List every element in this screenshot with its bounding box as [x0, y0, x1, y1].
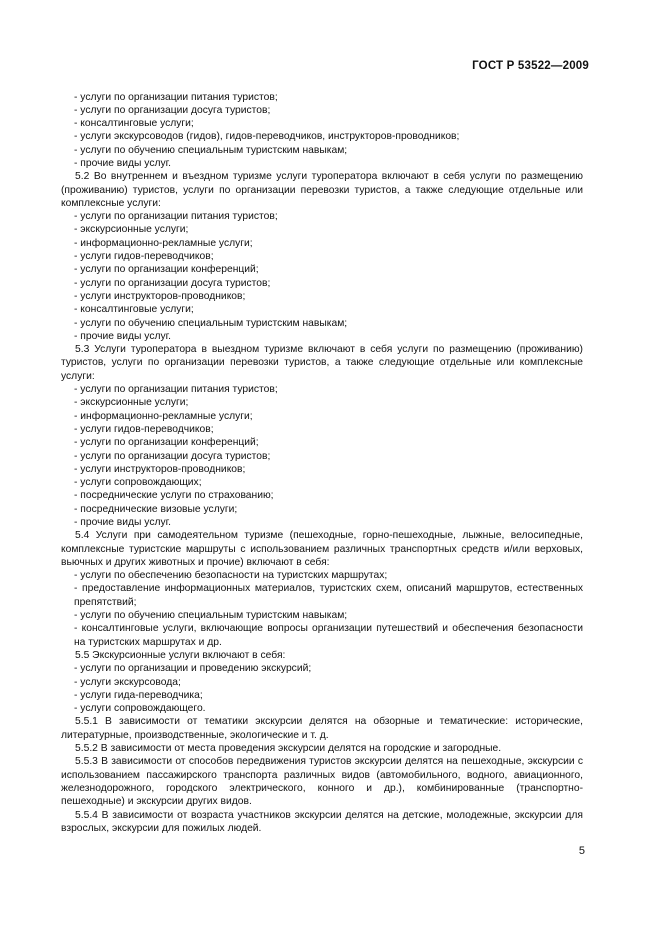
list-item: - консалтинговые услуги; — [74, 304, 194, 316]
clause-paragraph: 5.2 Во внутреннем и въездном туризме услуги туроператора включают в себя услуги по размещению (проживанию) туристов, услуги по организации перевозки туристов, а также следующие отдельные или комплексные услуги: — [61, 171, 583, 209]
list-item: - предоставление информационных материалов, туристских схем, описаний маршрутов, естественных препятствий; — [74, 583, 583, 608]
subclause-paragraph: 5.5.3 В зависимости от способов передвижения туристов экскурсии делятся на пешеходные, экскурсии с использованием пассажирского транспорта различных видов (автомобильного, водного, авиационного, железнодорожного, городского электрического, конного и др.), комбинированные (транспортно-пешеходные) и экскурсии других видов. — [61, 756, 583, 808]
list-item: - услуги по организации питания туристов; — [74, 211, 278, 223]
document-body — [61, 91, 583, 836]
list-item: - посреднические визовые услуги; — [74, 503, 238, 515]
list-item: - услуги гидов-переводчиков; — [74, 251, 214, 263]
subclause-paragraph: 5.5.1 В зависимости от тематики экскурсии делятся на обзорные и тематические: исторические, литературные, производственные, экологические и т. д. — [61, 716, 583, 741]
list-item: - консалтинговые услуги; — [74, 118, 194, 130]
document-header: ГОСТ Р 53522—2009 — [472, 60, 589, 72]
subclause-paragraph: 5.5.2 В зависимости от места проведения экскурсии делятся на городские и загородные. — [75, 743, 502, 755]
list-item: - услуги инструкторов-проводников; — [74, 463, 246, 475]
list-item: - экскурсионные услуги; — [74, 224, 189, 236]
list-item: - услуги по организации и проведению экскурсий; — [74, 663, 312, 675]
list-item: - посреднические услуги по страхованию; — [74, 490, 274, 502]
list-item: - услуги по обучению специальным туристским навыкам; — [74, 610, 348, 622]
list-item: - услуги инструкторов-проводников; — [74, 290, 246, 302]
list-item: - услуги по организации конференций; — [74, 264, 259, 276]
list-item: - услуги по обучению специальным туристским навыкам; — [74, 317, 348, 329]
clause-paragraph: 5.4 Услуги при самодеятельном туризме (пешеходные, горно-пешеходные, лыжные, велосипедные, комплексные туристские маршруты с использованием различных транспортных средств и/или верховых, вьючных и других животных и прочие) включают в себя: — [61, 530, 583, 568]
subclause-paragraph: 5.5.4 В зависимости от возраста участников экскурсии делятся на детские, молодежные, экскурсии для взрослых, экскурсии для пожилых людей. — [61, 809, 583, 834]
list-item: - услуги сопровождающих; — [74, 477, 202, 489]
list-item: - услуги по организации досуга туристов; — [74, 277, 271, 289]
list-item: - услуги экскурсоводов (гидов), гидов-переводчиков, инструкторов-проводников; — [74, 131, 460, 143]
list-item: - услуги по организации досуга туристов; — [74, 104, 271, 116]
list-item: - прочие виды услуг. — [74, 330, 171, 342]
list-item: - экскурсионные услуги; — [74, 397, 189, 409]
list-item: - услуги по обеспечению безопасности на туристских маршрутах; — [74, 570, 388, 582]
list-item: - услуги по организации конференций; — [74, 437, 259, 449]
list-item: - услуги гидов-переводчиков; — [74, 423, 214, 435]
list-item: - услуги по организации питания туристов; — [74, 91, 278, 103]
list-item: - информационно-рекламные услуги; — [74, 237, 253, 249]
list-item: - прочие виды услуг. — [74, 517, 171, 528]
clause-paragraph: 5.3 Услуги туроператора в выездном туризме включают в себя услуги по размещению (проживанию) туристов, услуги по организации перевозки туристов, а также следующие отдельные или комплексные услуги: — [61, 344, 583, 382]
list-item: - услуги по организации питания туристов; — [74, 384, 278, 396]
list-item: - прочие виды услуг. — [74, 157, 171, 169]
list-item: - консалтинговые услуги, включающие вопросы организации путешествий и обеспечения безопасности на туристских маршрутах и др. — [74, 623, 583, 648]
list-item: - услуги экскурсовода; — [74, 676, 181, 688]
clause-paragraph: 5.5 Экскурсионные услуги включают в себя: — [75, 649, 286, 661]
list-item: - услуги сопровождающего. — [74, 703, 206, 715]
list-item: - информационно-рекламные услуги; — [74, 410, 253, 422]
list-item: - услуги гида-переводчика; — [74, 689, 203, 701]
list-item: - услуги по обучению специальным туристским навыкам; — [74, 144, 348, 156]
page-number: 5 — [578, 845, 585, 857]
list-item: - услуги по организации досуга туристов; — [74, 450, 271, 462]
